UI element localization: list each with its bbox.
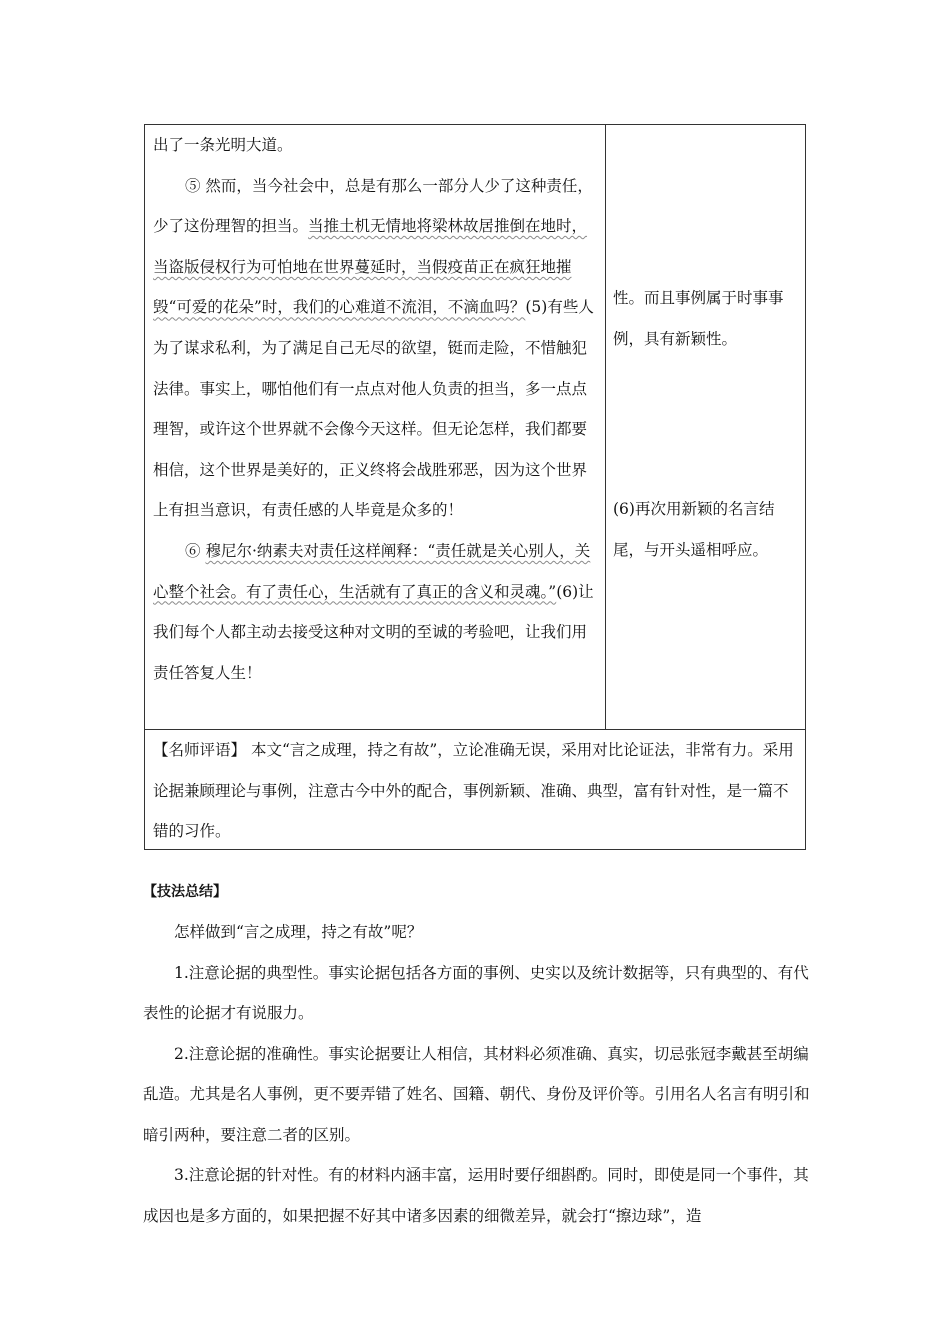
review-text: 本文“言之成理，持之有故”，立论准确无误，采用对比论证法，非常有力。采用论据兼顾理论与事例，注意古今中外的配合，事例新颖、准确、典型，富有针对性，是一篇不错的习作。 [153, 741, 794, 841]
summary-heading: 【技法总结】 [143, 884, 227, 900]
comment-cell-1 [613, 278, 801, 359]
summary-question: 怎样做到“言之成理，持之有故”呢？ [174, 923, 423, 941]
para5-lead: ⑤ 然而，当今社会中，总是有那么一部分人少了这种责任，少了这份理智的担当。 [153, 176, 593, 236]
review-tag: 【名师评语】 [153, 741, 247, 759]
comment-2: (6)再次用新颖的名言结尾，与开头遥相呼应。 [613, 500, 775, 559]
review-cell [153, 730, 801, 852]
para5-rest: (5)有些人为了谋求私利，为了满足自己无尽的欲望，铤而走险，不惜触犯法律。事实上，哪怕他们有一点点对他人负责的担当，多一点点理智，或许这个世界就不会像今天这样。但无论怎样，我们都要相信，这个世界是美好的，正义终将会战胜邪恶，因为这个世界上有担当意识，有责任感的人毕竟是众多的！ [153, 298, 594, 520]
para6-wavy-underline: 穆尼尔·纳素夫对责任这样阐释：“责任就是关心别人，关心整个社会。有了责任心，生活就有了真正的含义和灵魂。” [153, 541, 591, 601]
essay-paragraph-5 [153, 166, 597, 531]
technique-summary [143, 872, 823, 1236]
review-paragraph [153, 730, 801, 852]
comment-1: 性。而且事例属于时事事例，具有新颖性。 [613, 289, 784, 348]
summary-point-3: 3.注意论据的针对性。有的材料内涵丰富，运用时要仔细斟酌。同时，即使是同一个事件，其成因也是多方面的，如果把握不好其中诸多因素的细微差异，就会打“擦边球”，造 [143, 1166, 809, 1225]
para5-wavy-underline: 当推土机无情地将梁林故居推倒在地时，当盗版侵权行为可怕地在世界蔓延时，当假疫苗正在疯狂地摧毁“可爱的花朵”时，我们的心难道不流泪，不滴血吗？ [153, 217, 588, 317]
summary-point-1: 1.注意论据的典型性。事实论据包括各方面的事例、史实以及统计数据等，只有典型的、有代表性的论据才有说服力。 [143, 963, 809, 1022]
essay-text-cell [153, 125, 597, 729]
essay-line-top: 出了一条光明大道。 [153, 136, 293, 154]
para6-rest: (6)让我们每个人都主动去接受这种对文明的至诚的考验吧，让我们用责任答复人生！ [153, 582, 594, 682]
para6-lead: ⑥ [185, 541, 206, 560]
comment-cell-2 [613, 489, 801, 570]
summary-point-2: 2.注意论据的准确性。事实论据要让人相信，其材料必须准确、真实，切忌张冠李戴甚至胡编乱造。尤其是名人事例，更不要弄错了姓名、国籍、朝代、身份及评价等。引用名人名言有明引和暗引两种，要注意二者的区别。 [143, 1044, 810, 1144]
column-divider [605, 125, 606, 729]
essay-table [144, 124, 806, 850]
essay-paragraph-6 [153, 531, 597, 693]
